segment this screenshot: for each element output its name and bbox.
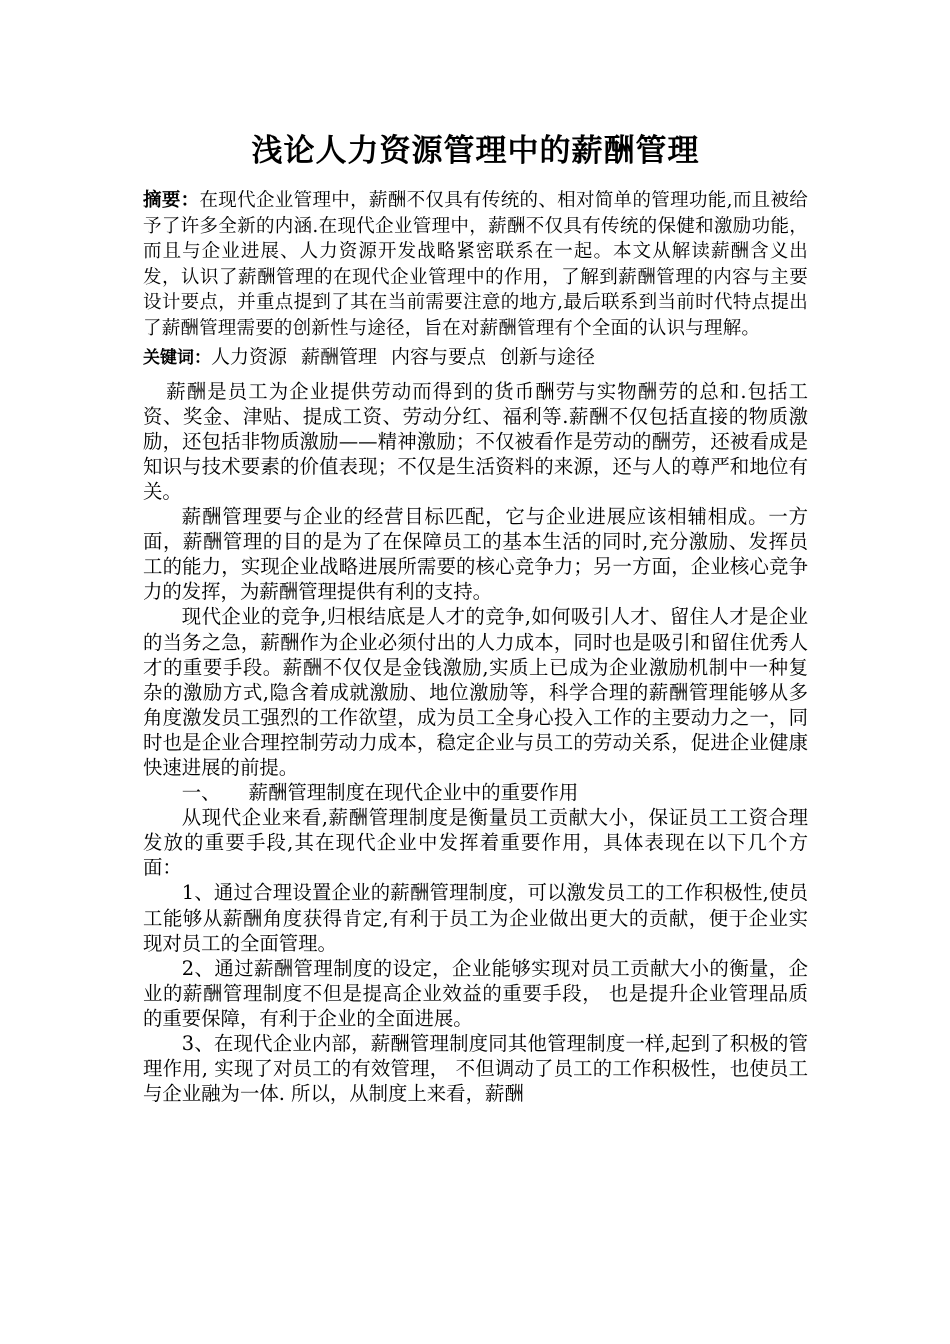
- abstract: [143, 188, 808, 342]
- keyword: 创新与途径: [500, 345, 596, 368]
- section-heading: [143, 780, 808, 805]
- document-page: [143, 126, 808, 1106]
- keyword: 人力资源: [211, 345, 288, 368]
- document-title: 浅论人力资源管理中的薪酬管理: [251, 133, 700, 169]
- keyword: 薪酬管理: [301, 345, 378, 368]
- list-paragraph: 1、通过合理设置企业的薪酬管理制度，可以激发员工的工作积极性,使员工能够从薪酬角度获得肯定,有利于员工为企业做出更大的贡献，便于企业实现对员工的全面管理。: [143, 881, 808, 955]
- section-number: 一、: [181, 781, 221, 805]
- abstract-label: 摘要：: [143, 190, 200, 211]
- keywords: [143, 342, 808, 373]
- section-title: 薪酬管理制度在现代企业中的重要作用: [248, 781, 579, 805]
- body-paragraph: 现代企业的竞争,归根结底是人才的竞争,如何吸引人才、留住人才是企业的当务之急，薪酬作为企业必须付出的人力成本，同时也是吸引和留住优秀人才的重要手段。薪酬不仅仅是金钱激励,实质上已成为企业激励机制中一种复杂的激励方式,隐含着成就激励、地位激励等，科学合理的薪酬管理能够从多角度激发员工强烈的工作欲望，成为员工全身心投入工作的主要动力之一，同时也是企业合理控制劳动力成本，稳定企业与员工的劳动关系，促进企业健康快速进展的前提。: [143, 605, 808, 779]
- list-paragraph: 2、通过薪酬管理制度的设定，企业能够实现对员工贡献大小的衡量，企业的薪酬管理制度不但是提高企业效益的重要手段， 也是提升企业管理品质的重要保障，有利于企业的全面进展。: [143, 956, 808, 1030]
- keyword: 内容与要点: [391, 345, 487, 368]
- keywords-label: 关键词：: [143, 347, 211, 368]
- list-paragraph: 3、在现代企业内部，薪酬管理制度同其他管理制度一样,起到了积极的管理作用, 实现了对员工的有效管理， 不但调动了员工的工作积极性，也使员工与企业融为一体. 所以，从制度上来看，薪酬: [143, 1032, 808, 1106]
- body-paragraph: 薪酬管理要与企业的经营目标匹配，它与企业进展应该相辅相成。一方面，薪酬管理的目的是为了在保障员工的基本生活的同时,充分激励、发挥员工的能力，实现企业战略进展所需要的核心竞争力；另一方面，企业核心竞争力的发挥，为薪酬管理提供有利的支持。: [143, 505, 808, 604]
- body-paragraph: 薪酬是员工为企业提供劳动而得到的货币酬劳与实物酬劳的总和.包括工资、奖金、津贴、提成工资、劳动分红、福利等.薪酬不仅包括直接的物质激励，还包括非物质激励——精神激励；不仅被看作是劳动的酬劳，还被看成是知识与技术要素的价值表现；不仅是生活资料的来源，还与人的尊严和地位有关。: [143, 379, 808, 503]
- abstract-text: 在现代企业管理中，薪酬不仅具有传统的、相对简单的管理功能,而且被给予了许多全新的内涵.在现代企业管理中，薪酬不仅具有传统的保健和激励功能，而且与企业进展、人力资源开发战略紧密联系在一起。本文从解读薪酬含义出发，认识了薪酬管理的在现代企业管理中的作用，了解到薪酬管理的内容与主要设计要点，并重点提到了其在当前需要注意的地方,最后联系到当前时代特点提出了薪酬管理需要的创新性与途径，旨在对薪酬管理有个全面的认识与理解。: [143, 190, 808, 339]
- body-paragraph: 从现代企业来看,薪酬管理制度是衡量员工贡献大小，保证员工工资合理发放的重要手段,其在现代企业中发挥着重要作用，具体表现在以下几个方面：: [143, 806, 808, 880]
